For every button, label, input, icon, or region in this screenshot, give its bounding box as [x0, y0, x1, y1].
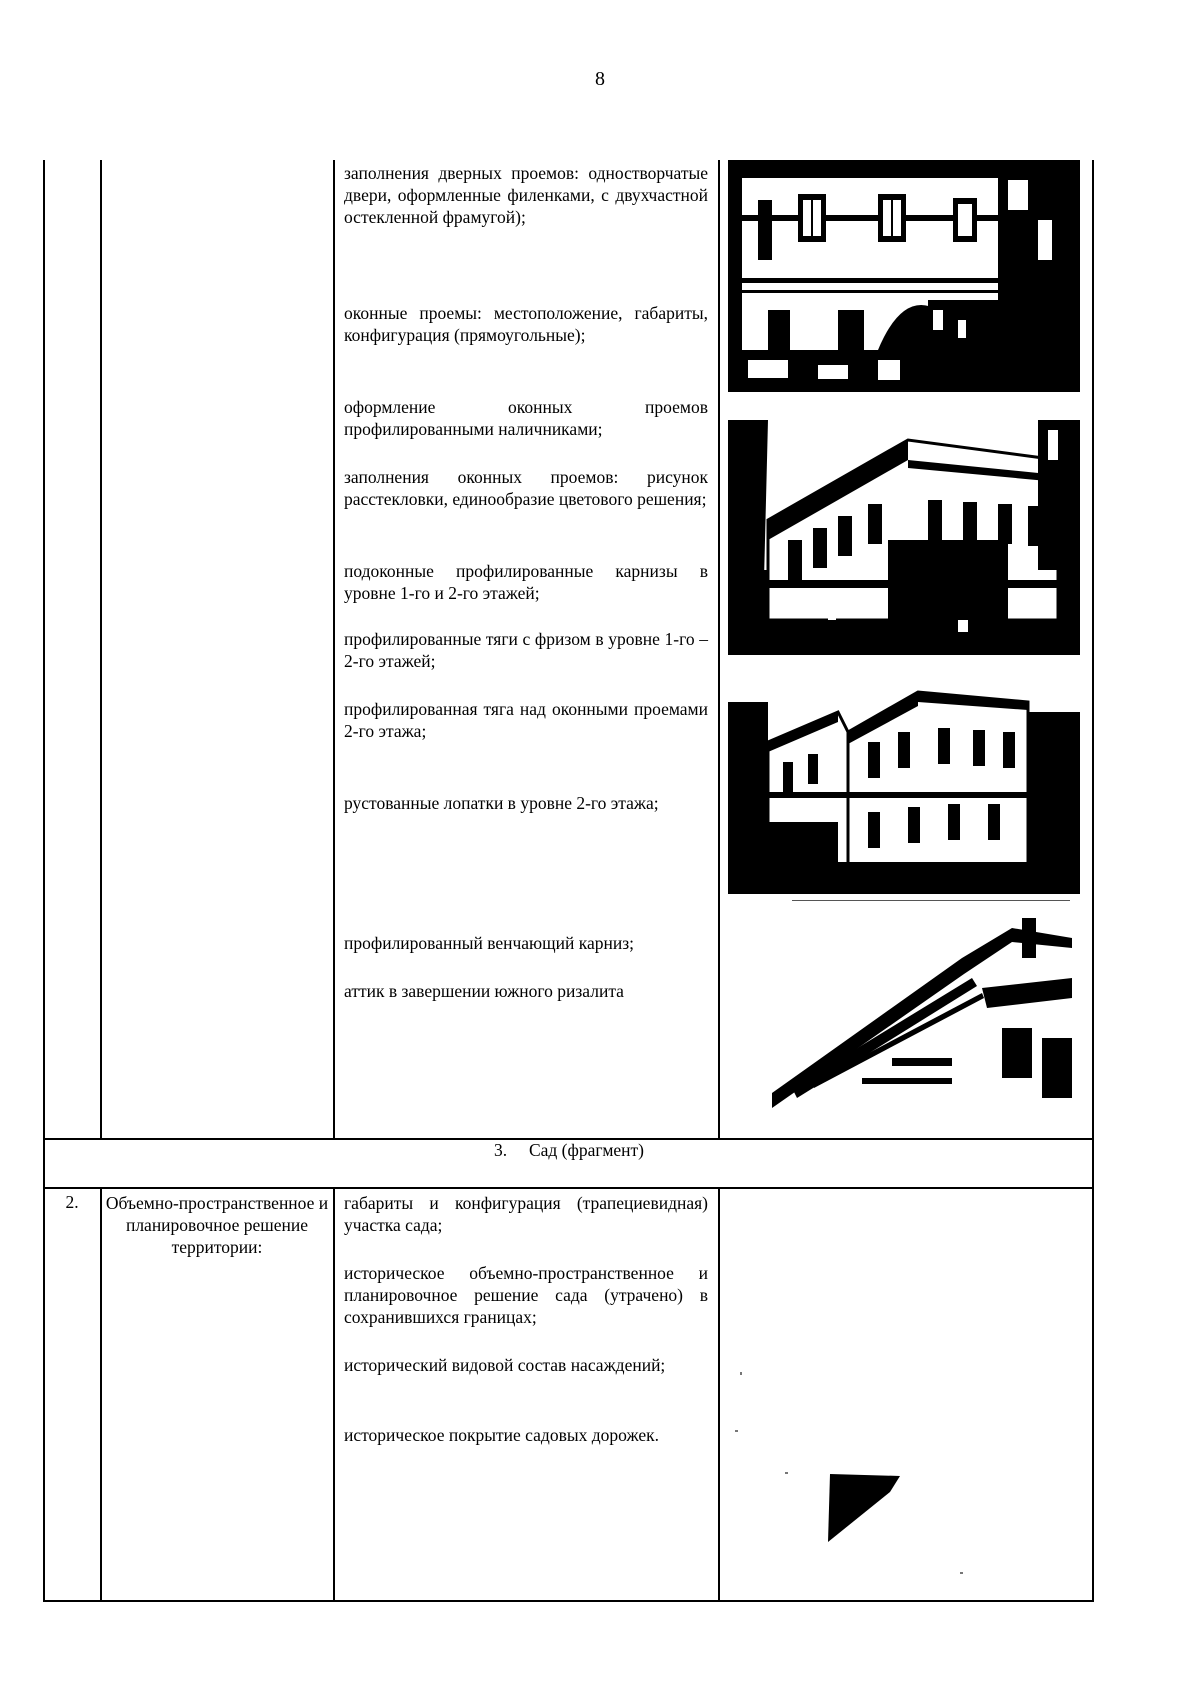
- row-divider-section-bottom: [43, 1187, 1094, 1189]
- building-facade-photo: [728, 160, 1080, 392]
- garden-plan-image: [730, 1192, 1080, 1592]
- feature-attic: аттик в завершении южного ризалита: [344, 981, 624, 1001]
- column-divider-number-2: [100, 1188, 102, 1601]
- feature-cornice-over-windows: профилированная тяга над оконными проемами 2-го этажа;: [344, 699, 708, 741]
- crowning-cornice-photo: [772, 918, 1072, 1108]
- column-divider-category: [333, 160, 335, 1138]
- feature-sill-cornices: подоконные профилированные карнизы в уровне 1-го и 2-го этажей;: [344, 561, 708, 603]
- column-divider-category-2: [333, 1188, 335, 1601]
- section-number: 3.: [493, 1140, 508, 1160]
- page-number: 8: [595, 68, 605, 90]
- building-corner-photo: [728, 420, 1080, 655]
- column-divider-features-2: [718, 1188, 720, 1601]
- feature-frieze-cornices: профилированные тяги с фризом в уровне 1-го – 2-го этажей;: [344, 629, 708, 671]
- table-border-left: [43, 160, 45, 1601]
- feature-window-fillings: заполнения оконных проемов: рисунок расстекловки, единообразие цветового решения;: [344, 467, 708, 509]
- feature-window-surrounds: оформление оконных проемов профилированными наличниками;: [344, 397, 708, 439]
- garden-feature-dimensions: габариты и конфигурация (трапециевидная) участка сада;: [344, 1193, 708, 1235]
- feature-rusticated-pilasters: рустованные лопатки в уровне 2-го этажа;: [344, 793, 659, 813]
- section-heading: [44, 1140, 1094, 1161]
- feature-crowning-cornice: профилированный венчающий карниз;: [344, 933, 634, 953]
- garden-feature-plantings: исторический видовой состав насаждений;: [344, 1355, 666, 1375]
- row-number: 2.: [65, 1192, 79, 1212]
- garden-feature-paths: историческое покрытие садовых дорожек.: [344, 1425, 659, 1445]
- row-category: Объемно-пространственное и планировочное решение территории:: [105, 1193, 329, 1257]
- garden-feature-layout: историческое объемно-пространственное и планировочное решение сада (утрачено) в сохранившихся границах;: [344, 1263, 708, 1327]
- building-general-view-photo: [728, 672, 1080, 894]
- section-title: Сад (фрагмент): [528, 1140, 645, 1160]
- feature-door-fillings: заполнения дверных проемов: одностворчатые двери, оформленные филенками, с двухчастной остекленной фрамугой);: [344, 163, 708, 227]
- table-border-bottom: [43, 1600, 1094, 1602]
- feature-window-openings: оконные проемы: местоположение, габариты, конфигурация (прямоугольные);: [344, 303, 708, 345]
- photo-divider: [792, 900, 1070, 901]
- column-divider-number: [100, 160, 102, 1138]
- column-divider-features: [718, 160, 720, 1138]
- table-border-right: [1092, 160, 1094, 1601]
